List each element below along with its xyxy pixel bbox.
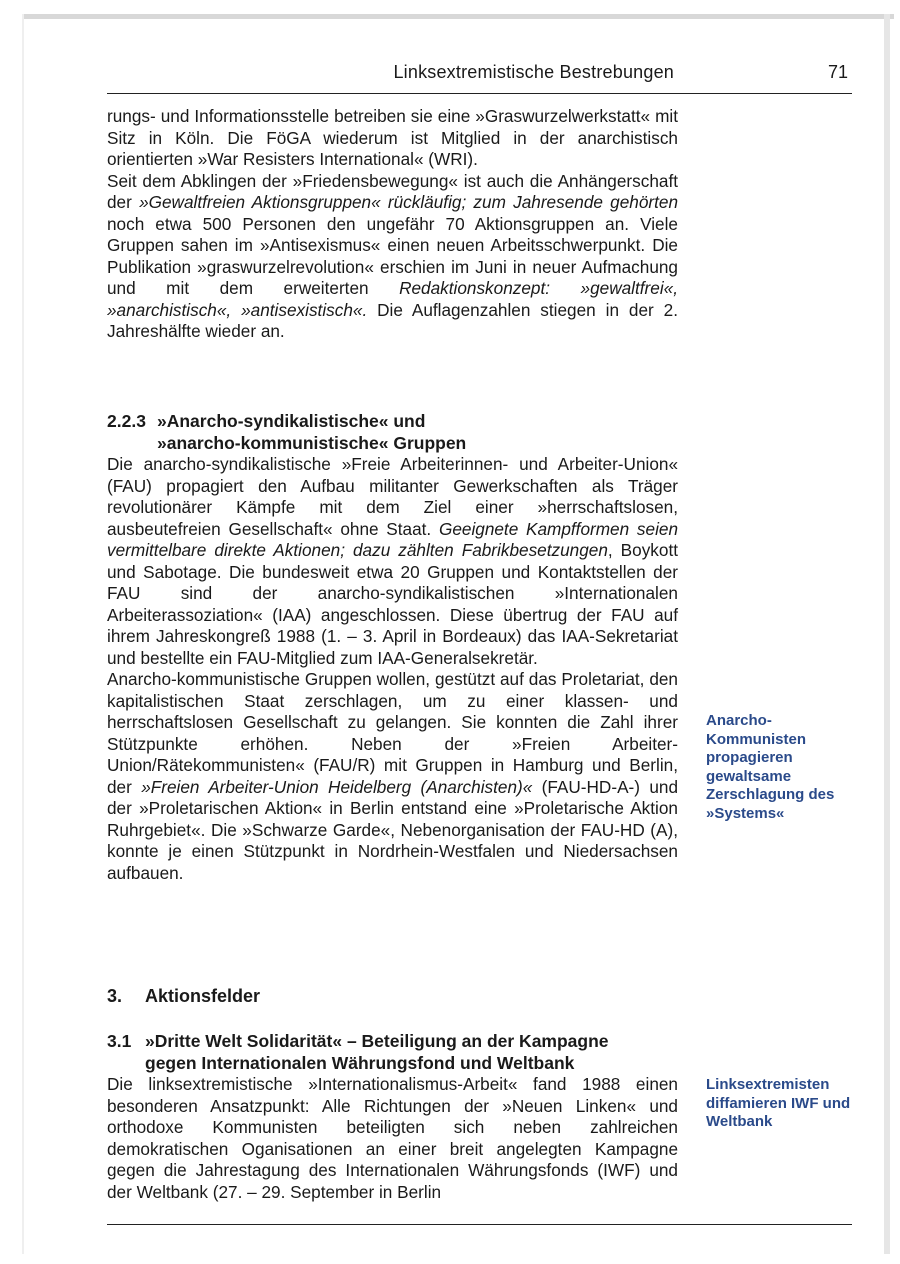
- s223-p1-c: , Boykott und Sabotage. Die bundesweit etwa 20 Gruppen und Kontaktstellen der FAU sind der anarcho-syndikalistischen »Internationalen Arbeiterassoziation« (IAA) angeschlossen. Diese übertrug der FAU auf ihrem Jahreskongreß 1988 (1. – 3. April in Bordeaux) das IAA-Sekretariat und bestellte ein FAU-Mitglied zum IAA-Generalsekretär.: [107, 540, 678, 668]
- section-2-2-3-paragraph-1: [107, 454, 678, 669]
- section-3-1-title-line-1: »Dritte Welt Solidarität« – Beteiligung an der Kampagne: [145, 1031, 609, 1051]
- intro-p2-c: noch etwa 500 Personen den ungefähr 70 Aktionsgruppen an. Viele Gruppen sahen im »Antisexismus« einen neuen Arbeitsschwerpunkt. Die Publikation »graswurzelrevolution« erschien im Juni in neuer Aufmachung und mit dem erweiterten: [107, 213, 678, 298]
- section-2-2-3: [107, 410, 678, 884]
- section-2-2-3-paragraph-2: [107, 669, 678, 884]
- intro-p2-e: Die Auflagenzahlen stiegen in der 2. Jahreshälfte wieder an.: [107, 299, 679, 341]
- section-3-1-number: 3.1: [107, 1031, 132, 1051]
- intro-paragraph-1: rungs- und Informationsstelle betreiben sie eine »Graswurzelwerkstatt« mit Sitz in Köln. Die FöGA wiederum ist Mitglied in der anarchistisch orientierten »War Resisters International« (WRI).: [107, 106, 678, 169]
- section-title-line-1: »Anarcho-syndikalistische« und: [157, 411, 426, 431]
- running-head-title: Linksextremistische Bestrebungen: [393, 62, 674, 82]
- section-3-1: [107, 1030, 678, 1203]
- section-3-title: Aktionsfelder: [145, 986, 261, 1006]
- section-title-line-2: »anarcho-kommunistische« Gruppen: [157, 433, 467, 453]
- s223-p2-c: (FAU-HD-A-) und der »Proletarischen Aktion« in Berlin entstand eine »Proletarische Aktion Ruhrgebiet«. Die »Schwarze Garde«, Nebenorganisation der FAU-HD (A), konnte je einen Stützpunkt in Nordrhein-Westfalen und Niedersachsen aufbauen.: [107, 776, 679, 883]
- intro-paragraph-2: [107, 171, 678, 343]
- header-rule: [107, 93, 852, 94]
- running-head: [107, 62, 852, 94]
- s223-p1-b: Geeignete Kampfformen seien vermittelbare direkte Aktionen; dazu zählten Fabrikbesetzungen: [107, 518, 679, 560]
- section-3-1-title-line-2: gegen Internationalen Währungsfond und Weltbank: [145, 1053, 575, 1073]
- section-number: 2.2.3: [107, 411, 146, 431]
- s223-p2-a: Anarcho-kommunistische Gruppen wollen, gestützt auf das Proletariat, den kapitalistischen Staat zerschlagen, um zu einer klassen- und herrschaftslosen Gesellschaft zu gelangen. Sie konnten die Zahl ihrer Stützpunkte erhöhen. Neben der »Freien Arbeiter-Union/Rätekommunisten« (FAU/R) mit Gruppen in Hamburg und Berlin, der: [107, 669, 678, 797]
- scan-edge-top: [22, 14, 894, 19]
- scan-edge-left: [22, 14, 24, 1254]
- section-3-number: 3.: [107, 986, 123, 1006]
- intro-block: [107, 106, 678, 343]
- scan-edge-right: [884, 14, 890, 1254]
- intro-p2-a: Seit dem Abklingen der »Friedensbewegung« ist auch die Anhängerschaft der: [107, 170, 678, 212]
- margin-note-anarcho-kommunisten: Anarcho-Kommunisten propagieren gewaltsame Zerschlagung des »Systems«: [706, 712, 835, 822]
- margin-note-iwf-weltbank: Linksextremisten diffamieren IWF und Weltbank: [706, 1076, 851, 1130]
- section-3-1-heading: [107, 1030, 678, 1074]
- section-2-2-3-heading: [107, 410, 678, 454]
- section-3-heading: [107, 986, 678, 1008]
- s223-p2-b: »Freien Arbeiter-Union Heidelberg (Anarchisten)«: [141, 776, 533, 797]
- footer-rule: [107, 1224, 852, 1225]
- page-number: 71: [827, 62, 848, 82]
- intro-p2-b: »Gewaltfreien Aktionsgruppen« rückläufig; zum Jahresende gehörten: [139, 192, 678, 212]
- section-3-1-paragraph-1: Die linksextremistische »Internationalismus-Arbeit« fand 1988 einen besonderen Ansatzpunkt: Alle Richtungen der »Neuen Linken« und orthodoxe Kommunisten beteiligten sich neben zahlreichen demokratischen Oganisationen an einer breit angelegten Kampagne gegen die Jahrestagung des Internationalen Währungsfonds (IWF) und der Weltbank (27. – 29. September in Berlin: [107, 1074, 678, 1202]
- intro-p2-d: Redaktionskonzept: »gewaltfrei«, »anarchistisch«, »antisexistisch«.: [107, 278, 678, 320]
- s223-p1-a: Die anarcho-syndikalistische »Freie Arbeiterinnen- und Arbeiter-Union« (FAU) propagiert den Aufbau militanter Gewerkschaften als Träger revolutionärer Kämpfe mit dem Ziel einer »herrschaftslosen, ausbeutefreien Gesellschaft« ohne Staat.: [107, 454, 678, 539]
